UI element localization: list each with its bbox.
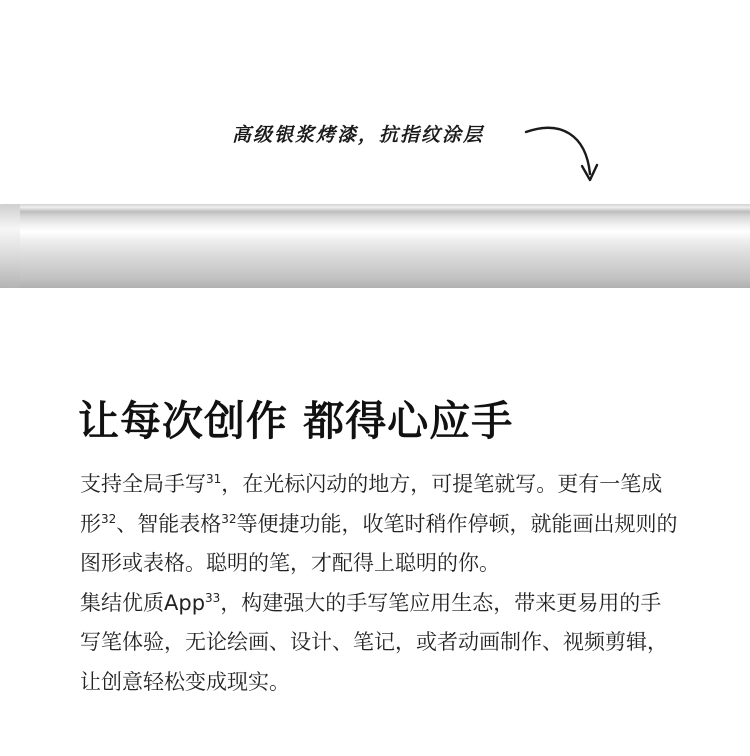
- paragraph2-part1: 集结优质App: [80, 590, 206, 615]
- description-text: [80, 465, 680, 703]
- footnote-31: 31: [206, 472, 222, 486]
- paragraph1-part4: 等便捷功能，收笔时稍作停顿，就能画出规则的图形或表格。聪明的笔，才配得上聪明的你。: [80, 511, 678, 576]
- paragraph1-part3: 、智能表格: [116, 511, 222, 536]
- paragraph1-part2: ，在光标闪动的地方，可提笔就写。更有一笔成形: [80, 472, 663, 536]
- paragraph1-part1: 支持全局手写: [80, 472, 206, 496]
- stylus-pen-image: [0, 204, 750, 288]
- page-title: 让每次创作 都得心应手: [78, 397, 514, 445]
- curved-arrow-icon: [520, 118, 610, 192]
- stylus-pen-end: [0, 204, 20, 288]
- paragraph-apps: [80, 584, 680, 703]
- footnote-32-a: 32: [101, 511, 117, 526]
- paragraph-handwriting: [80, 465, 680, 584]
- footnote-33: 33: [205, 590, 221, 605]
- footnote-32-b: 32: [221, 511, 237, 526]
- pen-annotation: 高级银浆烤漆，抗指纹涂层: [232, 124, 485, 146]
- paragraph2-part2: ，构建强大的手写笔应用生态，带来更易用的手写笔体验，无论绘画、设计、笔记，或者动画制作、视频剪辑，让创意轻松变成现实。: [80, 590, 668, 694]
